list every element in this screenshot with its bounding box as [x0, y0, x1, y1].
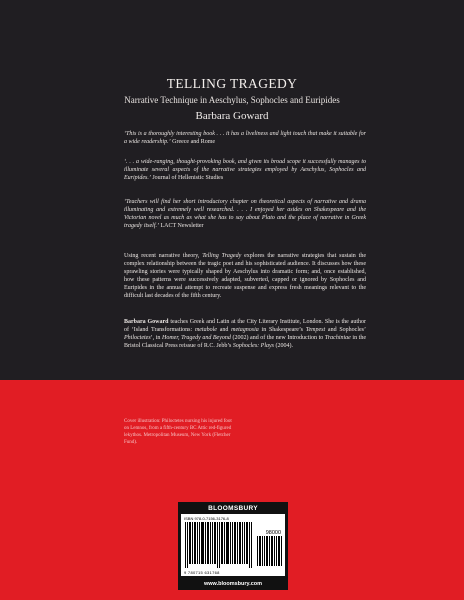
bio-italic: metagnosia	[231, 327, 259, 333]
review-source: Greece and Rome	[172, 139, 216, 145]
bio-author-name: Barbara Goward	[124, 319, 169, 325]
review-quote-text: ‘. . . a wide-ranging, thought-provoking book, and given its broad scope it successfully manages to illuminate several aspects of the narrative strategies employed by Aeschylus, Sophocles and Euripides.’	[124, 159, 366, 181]
bio-italic: Tempest	[305, 327, 326, 333]
description-title: Telling Tragedy	[202, 253, 242, 259]
bio-text: (2004).	[274, 343, 293, 349]
barcode-panel	[181, 514, 285, 576]
cover-illustration-credit: Cover illustration: Philoctetes nursing his injured foot on Lemnos, from a fifth-century BC Attic red-figured lekythos. Metropolitan Museum, New York (Fletcher Fund).	[124, 419, 232, 445]
bio-italic: Philoctetes	[124, 335, 151, 341]
price-code: 98000	[265, 530, 281, 536]
bio-text: in the Bristol Classical Press reissue of R.C. Jebb’s	[124, 335, 366, 349]
review-source: Journal of Hellenistic Studies	[152, 175, 224, 181]
description-text: Using recent narrative theory,	[124, 253, 203, 259]
author-bio	[124, 318, 366, 350]
bio-text: and	[216, 327, 232, 333]
review-quote	[124, 158, 366, 182]
bio-text: ’, in	[150, 335, 162, 341]
book-description	[124, 252, 366, 300]
review-quote	[124, 130, 366, 146]
book-author: Barbara Goward	[195, 110, 269, 122]
bio-italic: Trachiniae	[324, 335, 351, 341]
bio-text: in Shakespeare’s	[258, 327, 306, 333]
bio-text: (2002) and of the new Introduction to	[230, 335, 325, 341]
review-quote	[124, 198, 366, 230]
price-barcode-bars	[257, 536, 283, 566]
barcode-digits: 9 780715 631768	[184, 570, 220, 575]
bio-italic: metabole	[194, 327, 217, 333]
barcode-bars	[185, 522, 255, 568]
review-quote-text: ‘Teachers will find her short introductory chapter on theoretical aspects of narrative and drama illuminating and extremely well researched. . . . I enjoyed her asides on Shakespeare and the Victorian novel as much as what she has to say about Plato and the place of narrative in Greek tragedy itself.’	[124, 199, 366, 229]
bio-text: and Sophocles’	[325, 327, 367, 333]
bio-text: teaches Greek and Latin at the City Literary Institute, London. She is the author of ‘Island Transformations:	[124, 319, 366, 333]
review-quote-text: ‘This is a thoroughly interesting book . . . it has a liveliness and light touch that make it suitable for a wide readership.’	[124, 131, 366, 145]
isbn-label: ISBN 978-0-7156-3176-8	[184, 516, 229, 521]
book-title: TELLING TRAGEDY	[166, 76, 298, 91]
book-subtitle: Narrative Technique in Aeschylus, Sophocles and Euripides	[124, 95, 340, 105]
publisher-name: BLOOMSBURY	[208, 505, 258, 512]
publisher-website: www.bloomsbury.com	[203, 581, 263, 587]
bio-italic: Homer, Tragedy and Beyond	[162, 335, 231, 341]
barcode-block	[178, 502, 288, 590]
bio-italic: Sophocles: Plays	[232, 343, 274, 349]
description-text: explores the narrative strategies that sustain the complex relationship between the tragic poet and his sophisticated audience. It discusses how these sprawling stories were typically shaped by Aeschylus into dramatic form; and, once established, how these patterns were successively adapted, subverted, capped or ignored by Sophocles and Euripides in the annual attempt to recreate suspense and express fresh meanings relevant to the difficult last decades of the fifth century.	[124, 253, 366, 299]
review-source: LACT Newsletter	[160, 223, 204, 229]
